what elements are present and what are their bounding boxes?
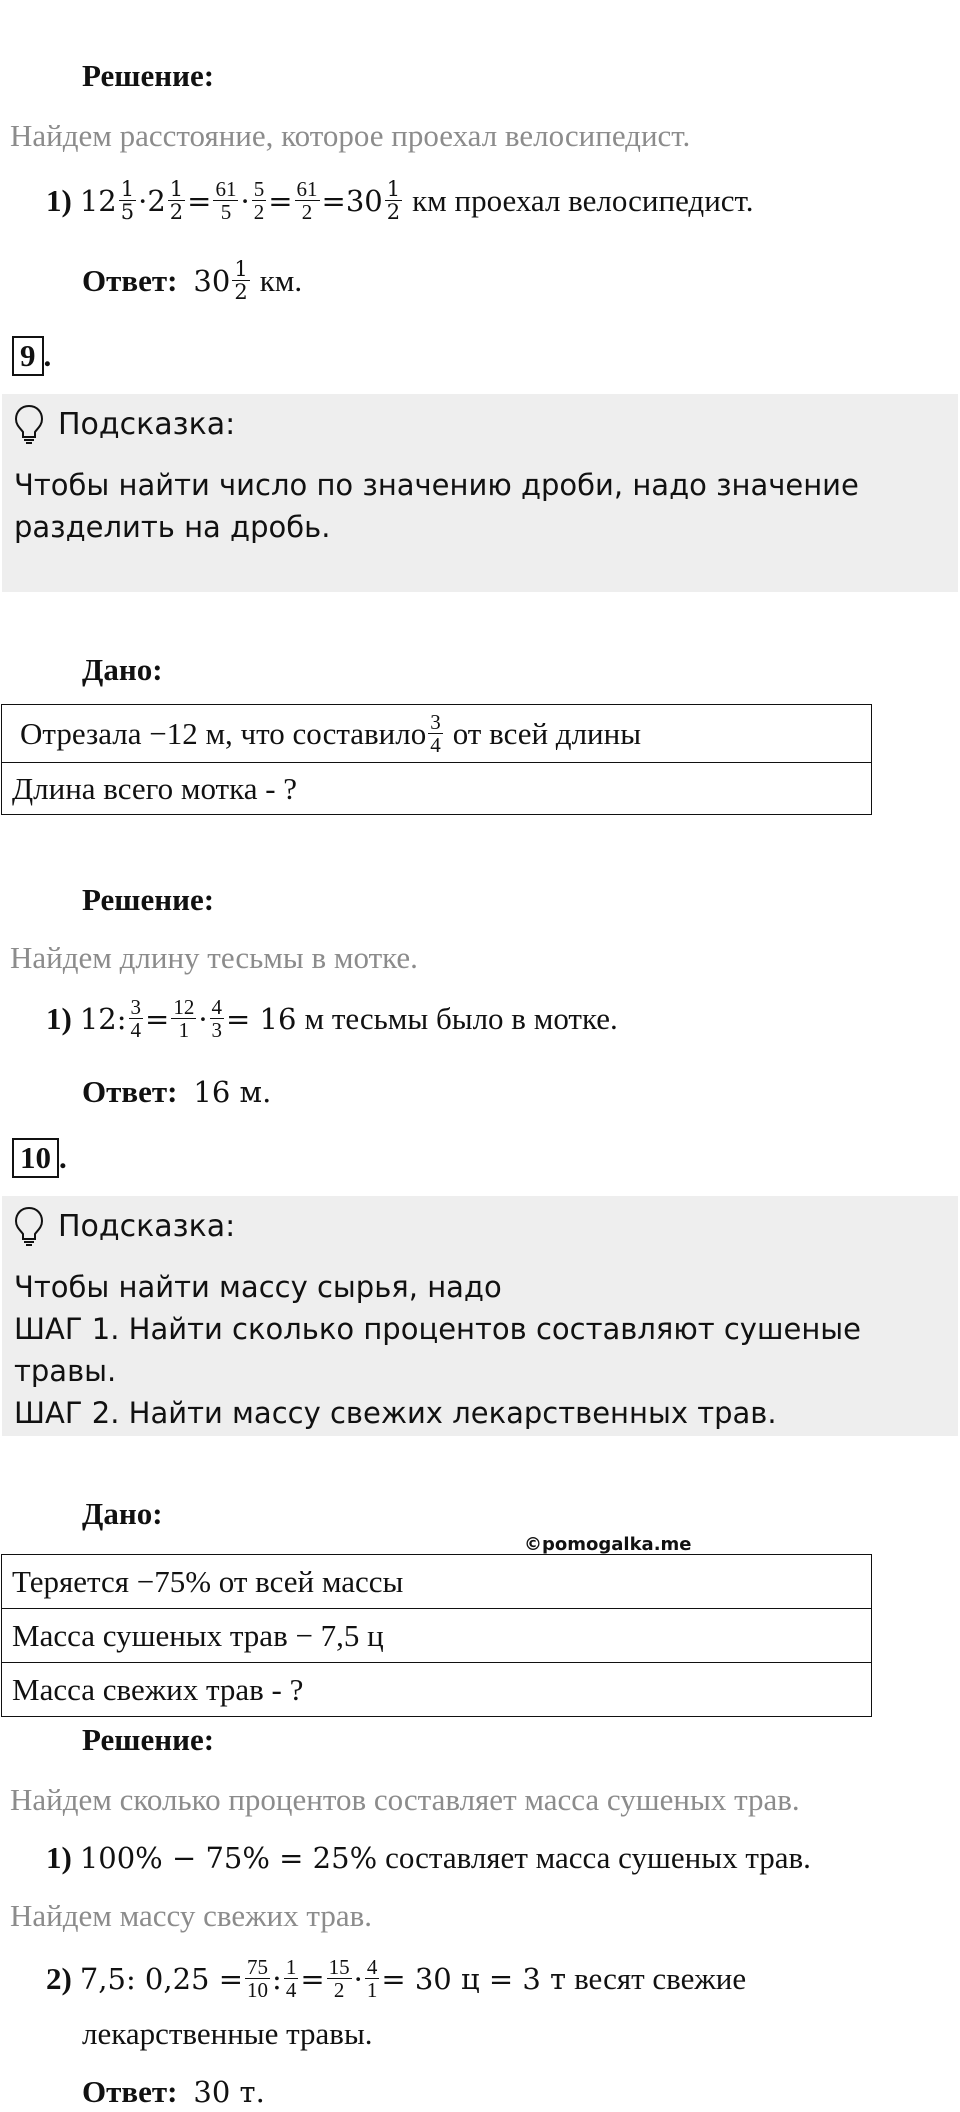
given-table bbox=[1, 1554, 872, 1717]
given-row: Длина всего мотка - ? bbox=[2, 763, 872, 815]
solution-step-1: 1) 100% − 75% = 25% составляет масса сушеных трав. bbox=[46, 1840, 811, 1875]
given-row: Масса свежих трав - ? bbox=[2, 1663, 872, 1717]
solution-intro: Найдем массу свежих трав. bbox=[10, 1898, 372, 1933]
task-number-10: 10 . bbox=[12, 1138, 67, 1178]
answer-line: Ответ: 30 т. bbox=[82, 2074, 265, 2109]
hint-box bbox=[2, 1196, 958, 1436]
solution-intro: Найдем длину тесьмы в мотке. bbox=[10, 940, 418, 975]
answer-label: Ответ: bbox=[82, 262, 178, 298]
given-row: Отрезала −12 м, что составило $\frac{3}{4}$ от всей длины bbox=[2, 705, 872, 763]
solution-step-1: 1) 12 $\frac{1}{5}$ · 2 $\frac{1}{2}$ = $\frac{61}{5}$ · $\frac{5}{2}$ = $\frac{61}{2}$ = 30 $\frac{1}{2}$ км проехал велосипедист. bbox=[46, 177, 754, 225]
step-number: 1) bbox=[46, 182, 72, 218]
lightbulb-icon bbox=[14, 1206, 44, 1246]
given-table bbox=[1, 704, 872, 815]
watermark: ©pomogalka.me bbox=[524, 1534, 692, 1555]
solution-step-2: 2) 7,5: 0,25 = $\frac{75}{10}$ : $\frac{1}{4}$ = $\frac{15}{2}$ · $\frac{4}{1}$ = 30 ц = 3 т весят свежие bbox=[46, 1955, 747, 2003]
solution-label: Решение: bbox=[82, 882, 215, 917]
lightbulb-icon bbox=[14, 404, 44, 444]
solution-label: Решение: bbox=[82, 58, 215, 93]
hint-text: Чтобы найти число по значению дроби, надо значение разделить на дробь. bbox=[14, 468, 859, 544]
mixed-number: 12 $\frac{1}{5}$ bbox=[79, 177, 135, 225]
task-number-9: 9 . bbox=[12, 336, 51, 376]
solution-label: Решение: bbox=[82, 1722, 215, 1757]
given-row: Теряется −75% от всей массы bbox=[2, 1555, 872, 1609]
solution-intro: Найдем сколько процентов составляет масса сушеных трав. bbox=[10, 1782, 800, 1817]
given-row: Масса сушеных трав − 7,5 ц bbox=[2, 1609, 872, 1663]
given-label: Дано: bbox=[82, 652, 163, 687]
given-label: Дано: bbox=[82, 1496, 163, 1531]
solution-step-2-continuation: лекарственные травы. bbox=[82, 2016, 373, 2051]
answer-line: Ответ: 30 $\frac{1}{2}$ км. bbox=[82, 257, 303, 305]
solution-intro: Найдем расстояние, которое проехал велосипедист. bbox=[10, 118, 691, 153]
hint-title: Подсказка: bbox=[14, 1206, 235, 1246]
answer-line: Ответ: 16 м. bbox=[82, 1074, 272, 1109]
hint-title: Подсказка: bbox=[14, 404, 235, 444]
hint-text: Чтобы найти массу сырья, надо ШАГ 1. Найти сколько процентов составляют сушеные травы. ШАГ 2. Найти массу свежих лекарственных трав. bbox=[14, 1270, 862, 1430]
hint-box bbox=[2, 394, 958, 592]
solution-step-1: 1) 12: $\frac{3}{4}$ = $\frac{12}{1}$ · $\frac{4}{3}$ = 16 м тесьмы было в мотке. bbox=[46, 995, 618, 1043]
